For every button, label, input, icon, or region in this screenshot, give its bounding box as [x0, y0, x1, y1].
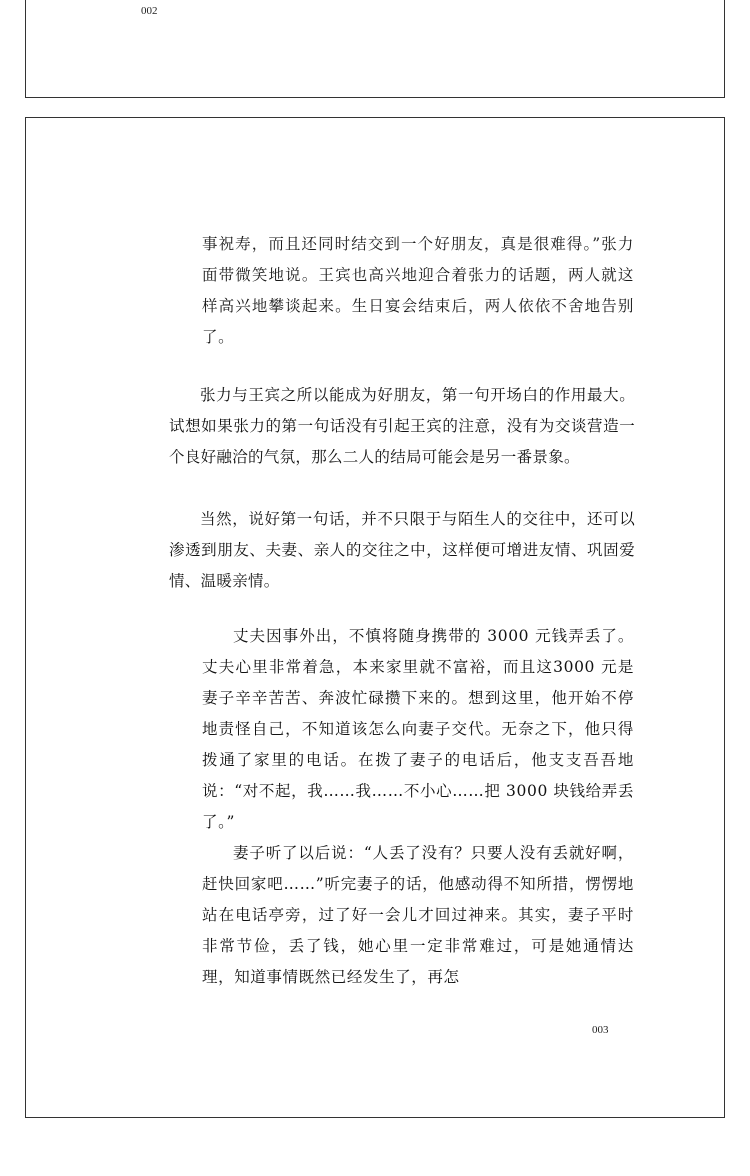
page-number-bottom: 003 — [592, 1024, 609, 1036]
story-paragraph-1: 丈夫因事外出，不慎将随身携带的 3000 元钱弄丢了。丈夫心里非常着急，本来家里就不富裕，而且这3000 元是妻子辛辛苦苦、奔波忙碌攒下来的。想到这里，他开始不停地责怪自己，不知道该怎么向妻子交代。无奈之下，他只得拨通了家里的电话。在拨了妻子的电话后，他支支吾吾地说：“对不起，我……我……不小心……把 3000 块钱给弄丢了。” — [202, 627, 634, 831]
story-paragraph-2: 妻子听了以后说：“人丢了没有？只要人没有丢就好啊，赶快回家吧……”听完妻子的话，他感动得不知所措，愣愣地站在电话亭旁，过了好一会儿才回过神来。其实，妻子平时非常节俭，丢了钱，她心里一定非常难过，可是她通情达理，知道事情既然已经发生了，再怎 — [202, 844, 634, 986]
quote-continuation-paragraph: 事祝寿，而且还同时结交到一个好朋友，真是很难得。”张力面带微笑地说。王宾也高兴地迎合着张力的话题，两人就这样高兴地攀谈起来。生日宴会结束后，两人依依不舍地告别了。 — [202, 235, 634, 346]
summary-paragraph: 当然，说好第一句话，并不只限于与陌生人的交往中，还可以渗透到朋友、夫妻、亲人的交往之中，这样便可增进友情、巩固爱情、温暖亲情。 — [169, 510, 635, 590]
analysis-paragraph: 张力与王宾之所以能成为好朋友，第一句开场白的作用最大。 试想如果张力的第一句话没有引起王宾的注意，没有为交谈营造一个良好融洽的气氛，那么二人的结局可能会是另一番景象。 — [169, 386, 635, 466]
page-number-top: 002 — [141, 5, 158, 17]
page-002 — [25, 0, 725, 98]
page-003 — [25, 117, 725, 1118]
